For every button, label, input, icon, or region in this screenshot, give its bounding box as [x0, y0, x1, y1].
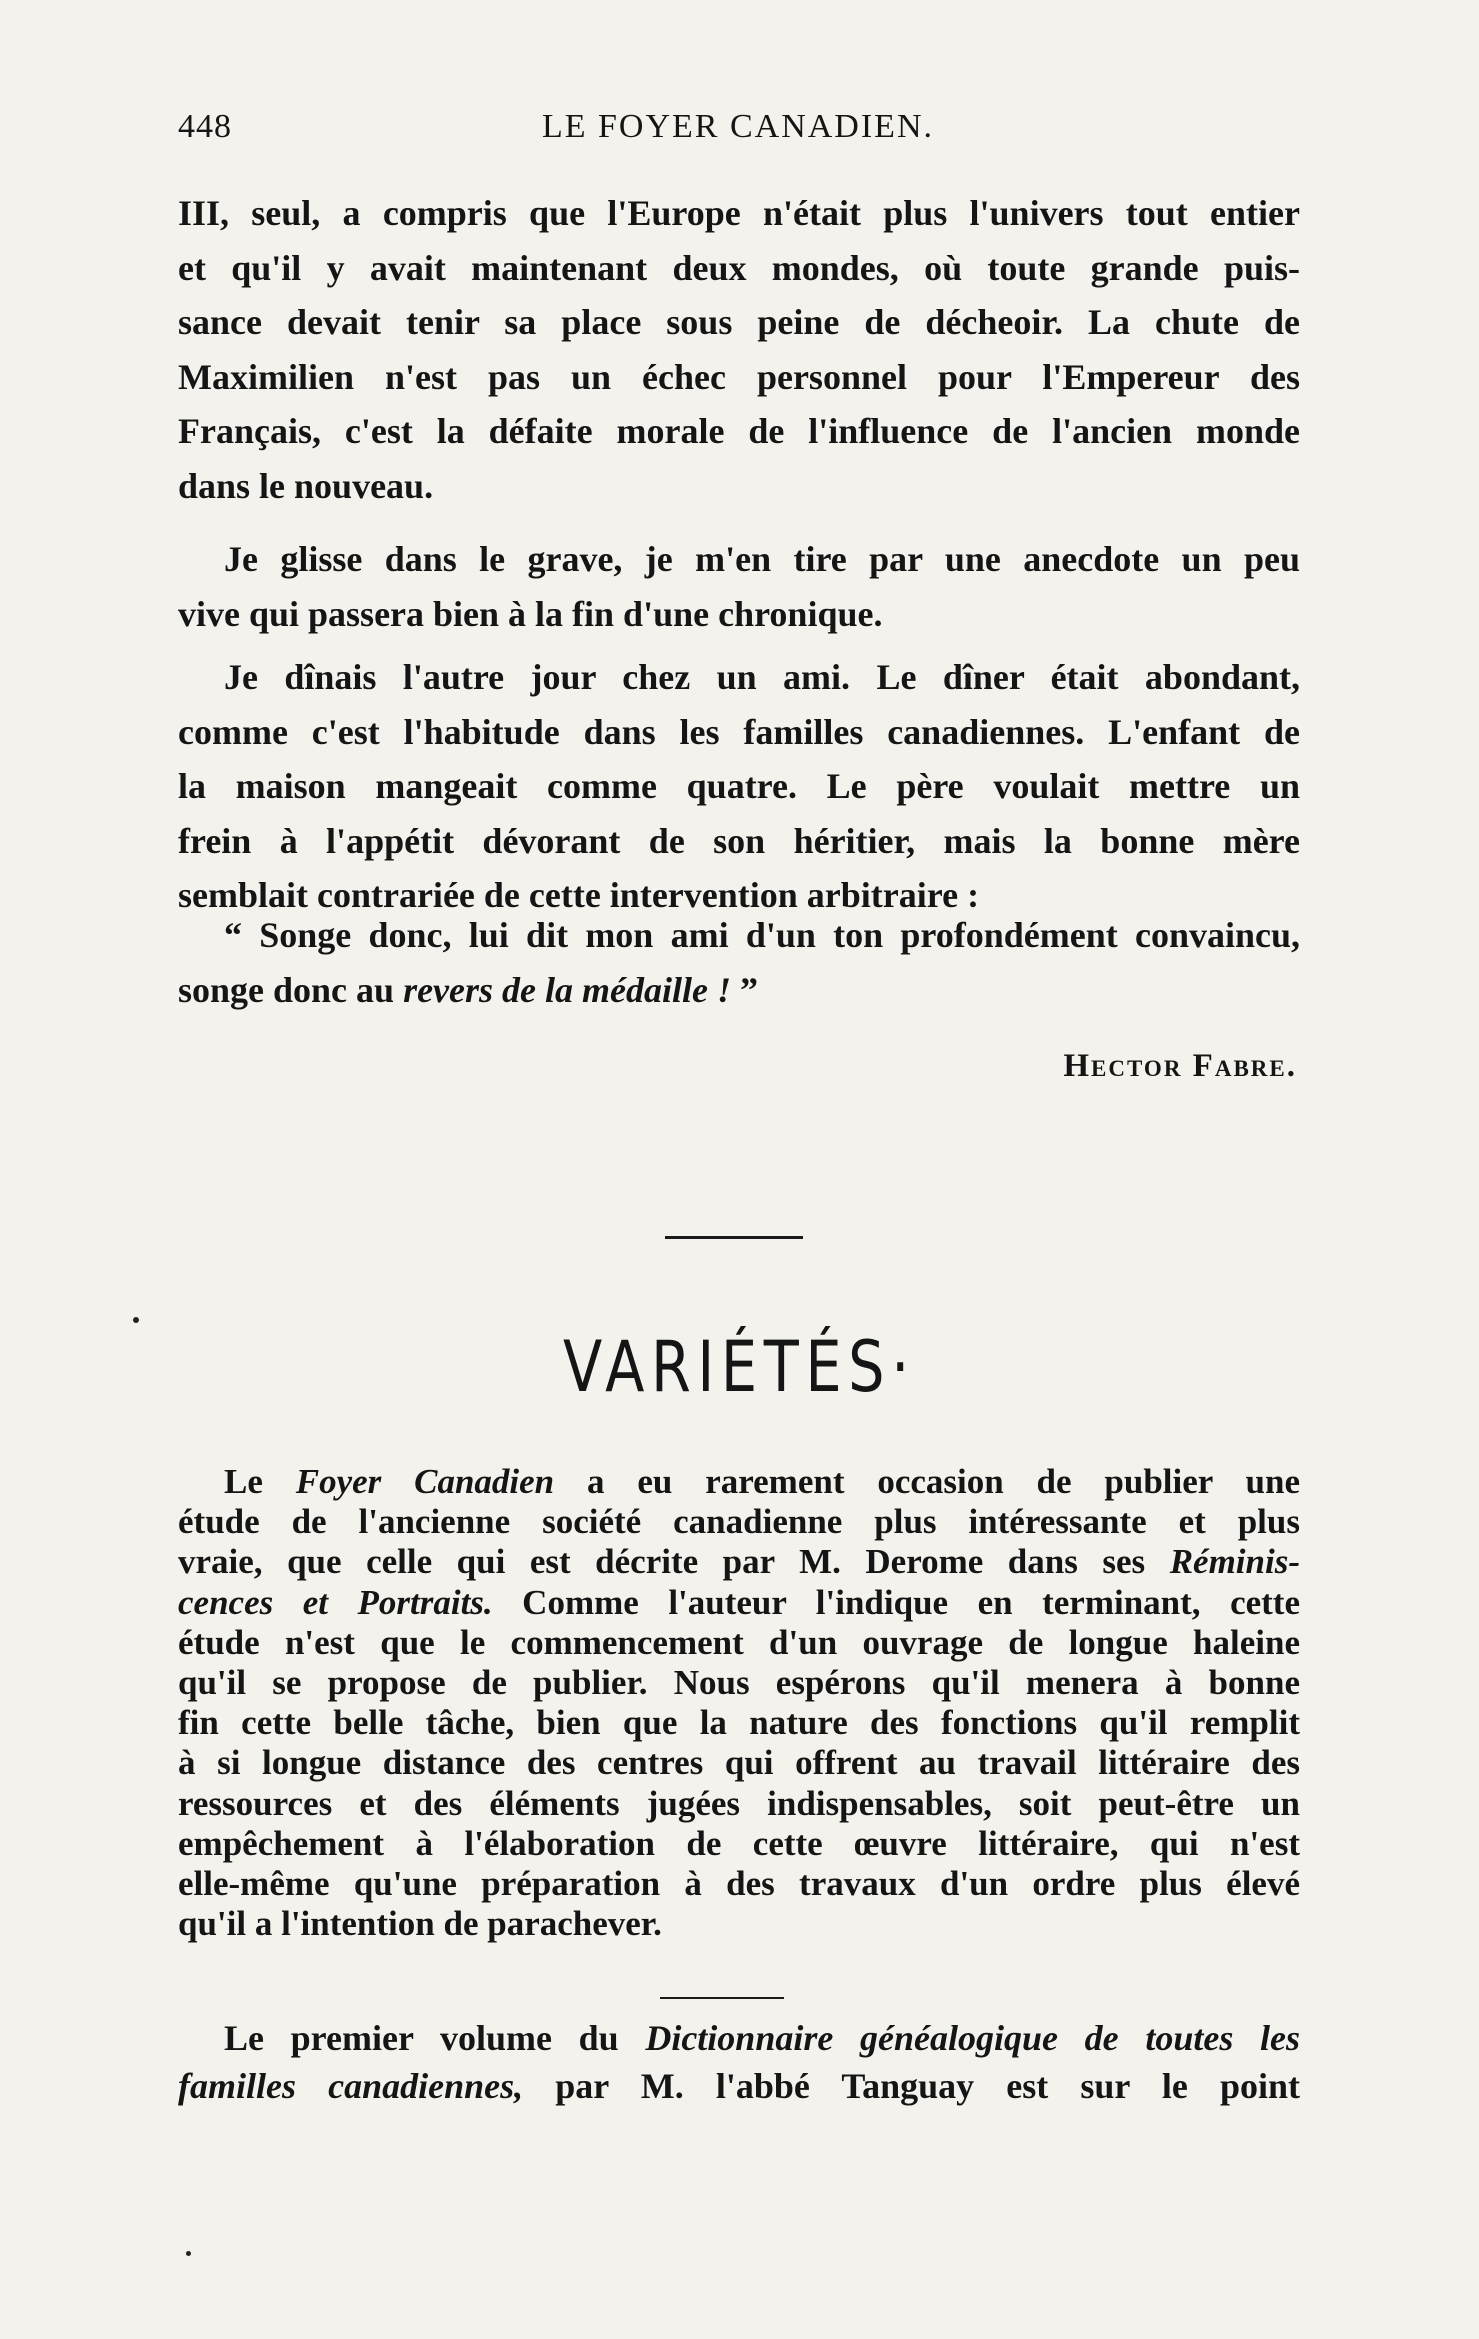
- author-signature: Hector Fabre.: [1063, 1048, 1297, 1084]
- italic-phrase: Foyer Canadien: [295, 1462, 555, 1501]
- text-span: Le: [224, 1462, 296, 1501]
- text-line: qu'il se propose de publier. Nous espérons qu'il menera à bonne: [178, 1663, 1300, 1703]
- paragraph-maximilien: [178, 186, 1300, 513]
- running-head: LE FOYER CANADIEN.: [541, 108, 935, 145]
- text-span: par M. l'abbé Tanguay est sur le point: [523, 2066, 1300, 2106]
- text-span: songe donc au: [178, 969, 404, 1010]
- text-line: III, seul, a compris que l'Europe n'était plus l'univers tout entier: [178, 193, 1300, 233]
- page-header: [178, 108, 1298, 158]
- text-line: la maison mangeait comme quatre. Le père voulait mettre un: [178, 766, 1300, 806]
- text-span: vraie, que celle qui est décrite par M. Derome dans ses: [178, 1542, 1170, 1582]
- text-line: [178, 1542, 1300, 1582]
- text-line: semblait contrariée de cette intervention arbitraire :: [178, 875, 980, 915]
- text-span: Comme l'auteur l'indique en terminant, cette: [492, 1582, 1300, 1622]
- text-line: qu'il a l'intention de parachever.: [178, 1904, 662, 1944]
- text-line: frein à l'appétit dévorant de son héritier, mais la bonne mère: [178, 820, 1300, 861]
- text-span: ”: [730, 969, 758, 1010]
- text-line: [178, 2014, 1300, 2062]
- text-line: dans le nouveau.: [178, 465, 434, 506]
- italic-phrase: revers de la médaille !: [403, 969, 731, 1010]
- text-line: et qu'il y avait maintenant deux mondes, où toute grande puis-: [178, 247, 1300, 288]
- paragraph-anecdote: [178, 532, 1300, 641]
- section-divider: [665, 1236, 803, 1239]
- text-line: elle-même qu'une préparation à des travaux d'un ordre plus élevé: [178, 1864, 1300, 1904]
- ink-speck: [186, 2251, 191, 2256]
- text-line: empêchement à l'élaboration de cette œuvre littéraire, qui n'est: [178, 1823, 1300, 1863]
- page-number: 448: [178, 108, 232, 145]
- text-line: vive qui passera bien à la fin d'une chronique.: [178, 593, 883, 634]
- paragraph-diner: [178, 650, 1300, 923]
- paragraph-reminiscences: [178, 1462, 1300, 1944]
- italic-phrase: familles canadiennes,: [178, 2066, 524, 2106]
- text-line: Je glisse dans le grave, je m'en tire par une anecdote un peu: [224, 539, 1300, 579]
- text-span: Le premier volume du: [224, 2018, 646, 2058]
- text-line: comme c'est l'habitude dans les familles canadiennes. L'enfant de: [178, 711, 1300, 752]
- text-line: fin cette belle tâche, bien que la nature des fonctions qu'il remplit: [178, 1703, 1300, 1743]
- text-line: ressources et des éléments jugées indispensables, soit peut-être un: [178, 1783, 1300, 1823]
- text-line: Français, c'est la défaite morale de l'influence de l'ancien monde: [178, 411, 1300, 451]
- italic-phrase: Dictionnaire généalogique de toutes les: [645, 2018, 1300, 2058]
- text-line: “ Songe donc, lui dit mon ami d'un ton profondément convaincu,: [224, 915, 1300, 955]
- paragraph-divider: [660, 1997, 784, 1999]
- paragraph-quote: [178, 908, 1300, 1017]
- text-line: [178, 1583, 1300, 1623]
- italic-phrase: cences et Portraits.: [178, 1582, 493, 1622]
- text-line: [178, 963, 1300, 1018]
- section-title: VARIÉTÉS·: [562, 1326, 916, 1408]
- text-line: Je dînais l'autre jour chez un ami. Le dîner était abondant,: [224, 657, 1300, 697]
- text-line: étude n'est que le commencement d'un ouvrage de longue haleine: [178, 1622, 1300, 1662]
- text-line: [178, 2062, 1300, 2110]
- text-line: à si longue distance des centres qui offrent au travail littéraire des: [178, 1743, 1300, 1783]
- ink-speck: [133, 1317, 139, 1323]
- text-line: Maximilien n'est pas un échec personnel pour l'Empereur des: [178, 356, 1300, 397]
- text-line: [178, 1462, 1300, 1502]
- text-line: étude de l'ancienne société canadienne plus intéressante et plus: [178, 1502, 1300, 1542]
- italic-phrase: Réminis-: [1169, 1542, 1300, 1582]
- paragraph-dictionnaire: [178, 2014, 1300, 2110]
- text-line: sance devait tenir sa place sous peine de décheoir. La chute de: [178, 302, 1300, 342]
- text-span: a eu rarement occasion de publier une: [554, 1462, 1300, 1501]
